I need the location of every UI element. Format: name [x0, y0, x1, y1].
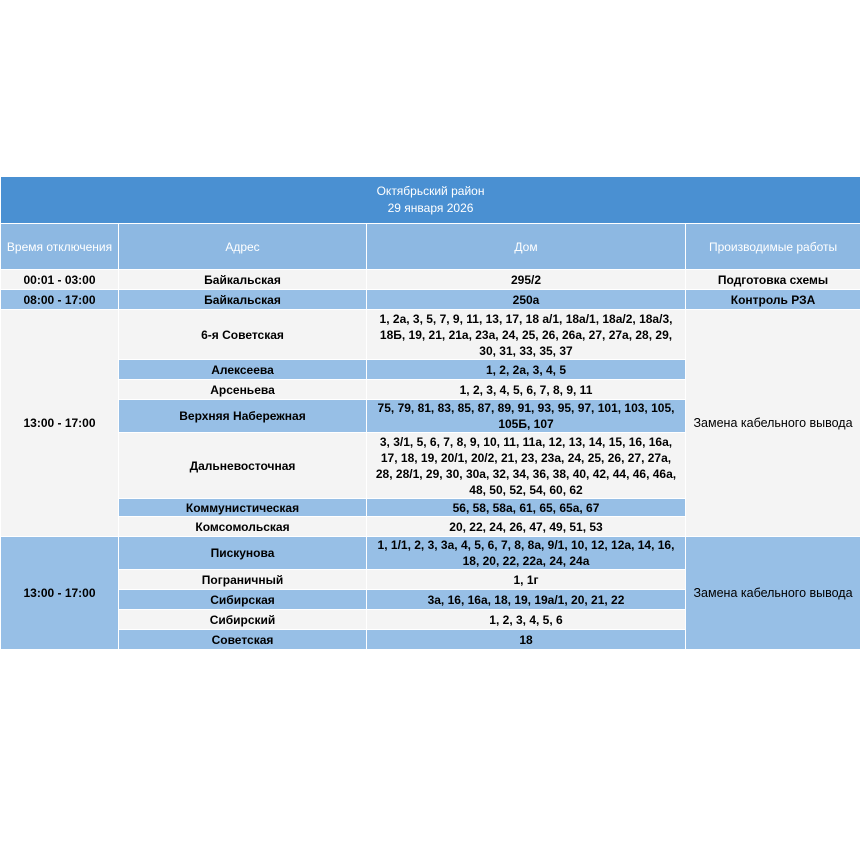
street-cell: Байкальская: [119, 270, 367, 290]
group2-works-cell: Замена кабельного вывода: [686, 537, 860, 650]
group2-time-cell: 13:00 - 17:00: [1, 537, 119, 650]
houses-cell: 295/2: [367, 270, 686, 290]
works-cell: Контроль РЗА: [686, 290, 860, 310]
houses-cell: 18: [367, 630, 686, 650]
street-cell: Сибирская: [119, 590, 367, 610]
street-cell: Советская: [119, 630, 367, 650]
houses-cell: 3а, 16, 16а, 18, 19, 19а/1, 20, 21, 22: [367, 590, 686, 610]
header-address: Адрес: [119, 224, 367, 270]
header-house: Дом: [367, 224, 686, 270]
header-works: Производимые работы: [686, 224, 860, 270]
header-time: Время отключения: [1, 224, 119, 270]
street-cell: Алексеева: [119, 360, 367, 380]
group1-works-cell: Замена кабельного вывода: [686, 310, 860, 537]
table-row: [1, 537, 860, 570]
street-cell: Арсеньева: [119, 380, 367, 400]
table-row: [1, 270, 860, 290]
houses-cell: 1, 1г: [367, 570, 686, 590]
time-cell: 00:01 - 03:00: [1, 270, 119, 290]
street-cell: 6-я Советская: [119, 310, 367, 360]
houses-cell: 1, 2, 2а, 3, 4, 5: [367, 360, 686, 380]
houses-cell: 20, 22, 24, 26, 47, 49, 51, 53: [367, 517, 686, 537]
houses-cell: 1, 2, 3, 4, 5, 6, 7, 8, 9, 11: [367, 380, 686, 400]
group1-time-cell: 13:00 - 17:00: [1, 310, 119, 537]
street-cell: Сибирский: [119, 610, 367, 630]
table-row: [1, 310, 860, 360]
houses-cell: 1, 1/1, 2, 3, 3а, 4, 5, 6, 7, 8, 8а, 9/1, 10, 12, 12а, 14, 16, 18, 20, 22, 22а, 24, 24а: [367, 537, 686, 570]
works-cell: Подготовка схемы: [686, 270, 860, 290]
street-cell: Коммунистическая: [119, 499, 367, 517]
street-cell: Дальневосточная: [119, 433, 367, 499]
street-cell: Пограничный: [119, 570, 367, 590]
houses-cell: 75, 79, 81, 83, 85, 87, 89, 91, 93, 95, 97, 101, 103, 105, 105Б, 107: [367, 400, 686, 433]
table-title: [1, 177, 860, 224]
street-cell: Пискунова: [119, 537, 367, 570]
houses-cell: 1, 2а, 3, 5, 7, 9, 11, 13, 17, 18 а/1, 18а/1, 18а/2, 18а/3, 18Б, 19, 21, 21а, 23а, 24, 25, 26, 26а, 27, 27а, 28, 29, 30, 31, 33, 35, 37: [367, 310, 686, 360]
table-date: 29 января 2026: [387, 201, 474, 215]
houses-cell: 56, 58, 58а, 61, 65, 65а, 67: [367, 499, 686, 517]
time-cell: 08:00 - 17:00: [1, 290, 119, 310]
houses-cell: 250а: [367, 290, 686, 310]
outage-table-container: [0, 176, 860, 650]
street-cell: Верхняя Набережная: [119, 400, 367, 433]
houses-cell: 1, 2, 3, 4, 5, 6: [367, 610, 686, 630]
header-row: [1, 224, 860, 270]
street-cell: Комсомольская: [119, 517, 367, 537]
houses-cell: 3, 3/1, 5, 6, 7, 8, 9, 10, 11, 11а, 12, 13, 14, 15, 16, 16а, 17, 18, 19, 20/1, 20/2, 21, 23, 23а, 24, 25, 26, 27, 27а, 28, 28/1, 29, 30, 30а, 32, 34, 36, 38, 40, 42, 44, 46, 46а, 48, 50, 52, 54, 60, 62: [367, 433, 686, 499]
outage-table: [0, 176, 860, 650]
table-row: [1, 290, 860, 310]
street-cell: Байкальская: [119, 290, 367, 310]
district-title: Октябрьский район: [376, 184, 485, 198]
